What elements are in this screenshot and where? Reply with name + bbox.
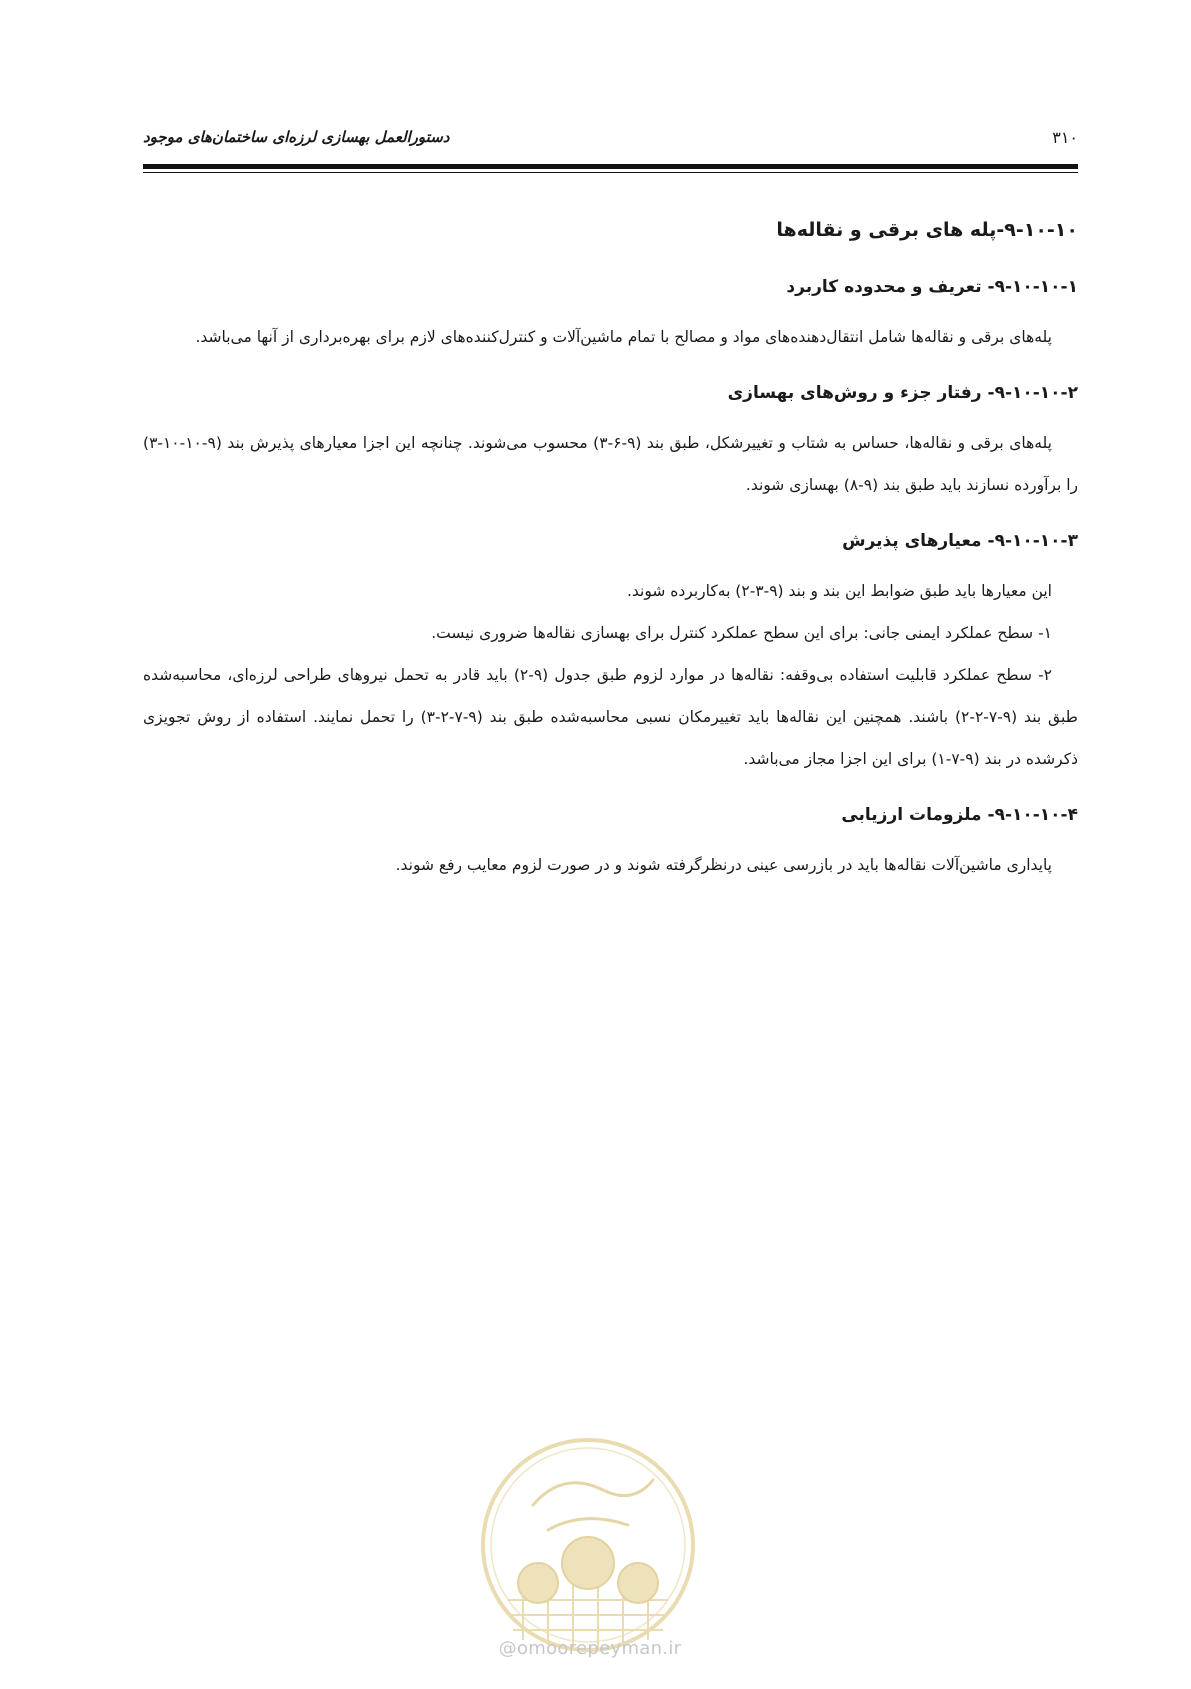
subsection-title-evaluation: ۹-۱۰-۱۰-۴- ملزومات ارزیابی (841, 805, 1078, 825)
paragraph-behavior: پله‌های برقی و نقاله‌ها، حساس به شتاب و تغییرشکل، طبق بند (۹-۶-۳) محسوب می‌شوند. چنانچه این اجزا معیارهای پذیرش بند (۹-۱۰-۱۰-۳) را برآورده نسازند باید طبق بند (۹-۸) بهسازی شوند. (143, 434, 1078, 494)
watermark-site-text: @omoorepeyman.ir (498, 1638, 682, 1659)
page-header (143, 128, 1078, 150)
page-content (143, 216, 1078, 908)
header-rule-thin (143, 172, 1078, 173)
paragraph-evaluation: پایداری ماشین‌آلات نقاله‌ها باید در بازرسی عینی درنظرگرفته شوند و در صورت لزوم معایب رفع شوند. (395, 856, 1052, 874)
section-title: ۹-۱۰-۱۰-پله های برقی و نقاله‌ها (776, 219, 1078, 241)
paragraph-acceptance-intro: این معیارها باید طبق ضوابط این بند و بند (۹-۳-۲) به‌کاربرده شوند. (626, 582, 1052, 600)
acceptance-paragraphs (143, 570, 1078, 780)
header-title: دستورالعمل بهسازی لرزه‌ای ساختمان‌های موجود (143, 128, 450, 146)
subsection-title-definition: ۹-۱۰-۱۰-۱- تعریف و محدوده کاربرد (786, 277, 1078, 297)
page-number: ۳۱۰ (1052, 128, 1078, 147)
header-rule-thick (143, 164, 1078, 169)
paragraph-acceptance-item-1: ۱- سطح عملکرد ایمنی جانی: برای این سطح عملکرد کنترل برای بهسازی نقاله‌ها ضروری نیست. (431, 624, 1052, 642)
paragraph-definition: پله‌های برقی و نقاله‌ها شامل انتقال‌دهنده‌های مواد و مصالح با تمام ماشین‌آلات و کنترل‌کننده‌های لازم برای بهره‌برداری از آنها می‌باشد. (195, 328, 1052, 346)
paragraph-acceptance-item-2: ۲- سطح عملکرد قابلیت استفاده بی‌وقفه: نقاله‌ها در موارد لزوم طبق جدول (۹-۲) باید قادر به تحمل نیروهای طراحی لرزه‌ای، محاسبه‌شده طبق بند (۹-۷-۲-۲) باشند. همچنین این نقاله‌ها باید تغییرمکان نسبی محاسبه‌شده طبق بند (۹-۷-۲-۳) را تحمل نمایند. استفاده از روش تجویزی ذکرشده در بند (۹-۷-۱) برای این اجزا مجاز می‌باشد. (143, 666, 1079, 768)
subsection-title-acceptance: ۹-۱۰-۱۰-۳- معیارهای پذیرش (842, 531, 1078, 551)
subsection-title-behavior: ۹-۱۰-۱۰-۲- رفتار جزء و روش‌های بهسازی (727, 383, 1078, 403)
